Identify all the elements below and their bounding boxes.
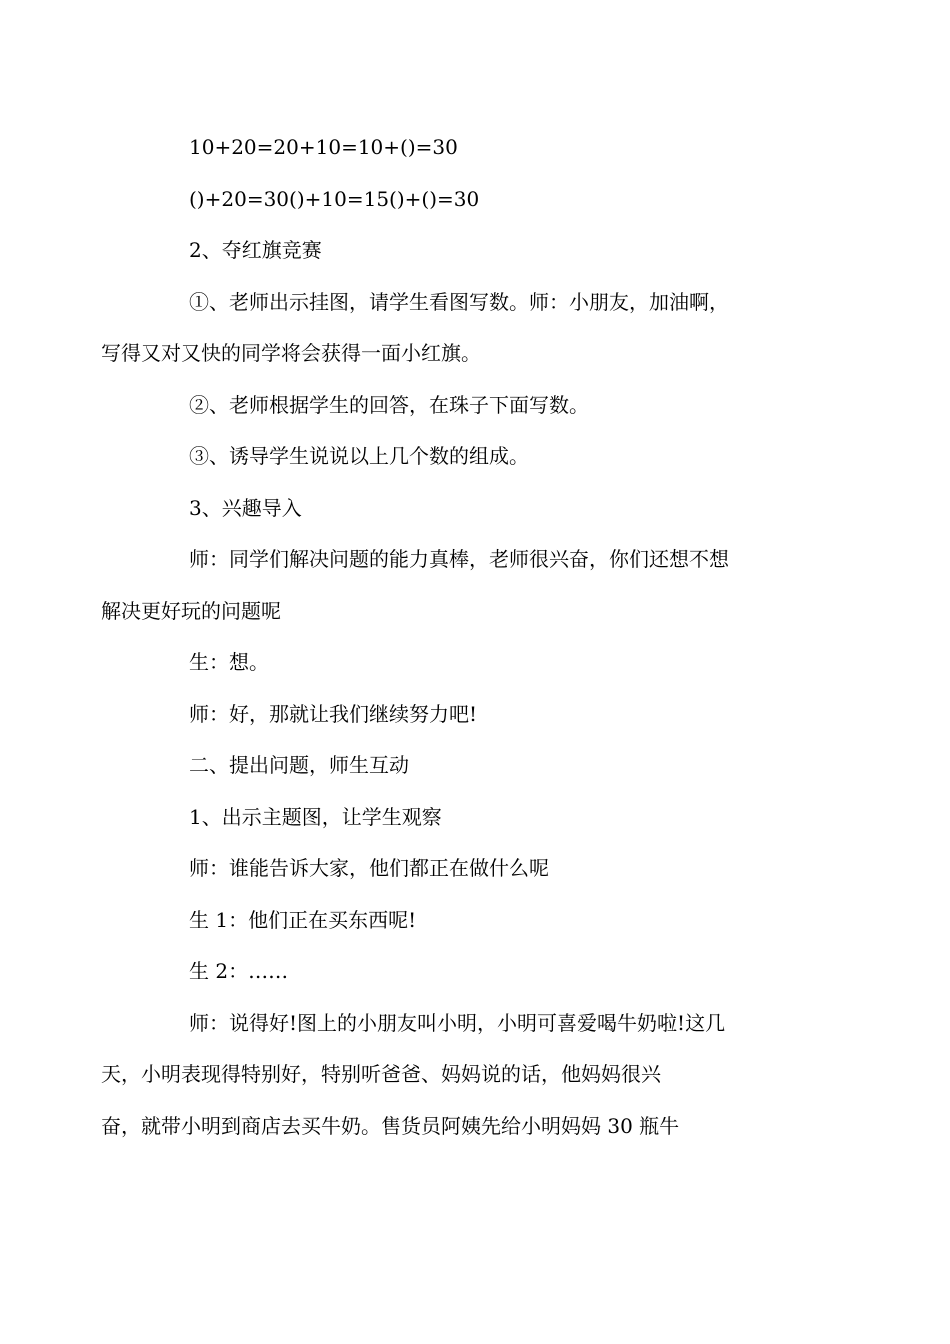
text-line: 师：同学们解决问题的能力真棒，老师很兴奋，你们还想不想	[189, 547, 729, 571]
text-line: 10+20=20+10=10+()=30	[189, 135, 458, 159]
text-line: 解决更好玩的问题呢	[101, 598, 281, 623]
text-line: 生 2：……	[189, 959, 289, 983]
text-line: 师：说得好!图上的小朋友叫小明，小明可喜爱喝牛奶啦!这几	[189, 1010, 726, 1035]
text-line: 师：好，那就让我们继续努力吧!	[189, 701, 478, 726]
section-heading	[145, 483, 805, 535]
text-line: 二、提出问题，师生互动	[189, 753, 409, 777]
section-heading	[145, 792, 805, 844]
paragraph	[145, 637, 805, 689]
text-line: 师：谁能告诉大家，他们都正在做什么呢	[189, 856, 549, 880]
document-body	[101, 122, 805, 1152]
text-line: 生 1：他们正在买东西呢!	[189, 907, 417, 932]
section-heading	[145, 225, 805, 277]
paragraph	[145, 122, 805, 174]
paragraph	[145, 174, 805, 226]
paragraph	[145, 431, 805, 483]
paragraph	[145, 380, 805, 432]
text-line: 3、兴趣导入	[189, 495, 302, 520]
text-line: 2、夺红旗竞赛	[189, 238, 322, 262]
text-line: ③、诱导学生说说以上几个数的组成。	[189, 444, 529, 468]
text-line: ②、老师根据学生的回答，在珠子下面写数。	[189, 392, 589, 417]
paragraph	[145, 689, 805, 741]
paragraph	[101, 534, 805, 637]
text-line: ①、老师出示挂图，请学生看图写数。师：小朋友，加油啊，	[189, 289, 729, 314]
section-heading	[145, 740, 805, 792]
paragraph	[145, 843, 805, 895]
paragraph	[101, 998, 805, 1153]
text-line: 奋，就带小明到商店去买牛奶。售货员阿姨先给小明妈妈 30 瓶牛	[101, 1113, 680, 1138]
text-line: 写得又对又快的同学将会获得一面小红旗。	[101, 341, 481, 365]
text-line: 生：想。	[189, 650, 269, 674]
text-line: 1、出示主题图，让学生观察	[189, 804, 442, 829]
text-line: 天，小明表现得特别好，特别听爸爸、妈妈说的话，他妈妈很兴	[101, 1062, 661, 1086]
text-line: ()+20=30()+10=15()+()=30	[189, 186, 480, 211]
paragraph	[145, 895, 805, 947]
paragraph	[101, 277, 805, 380]
paragraph	[145, 946, 805, 998]
